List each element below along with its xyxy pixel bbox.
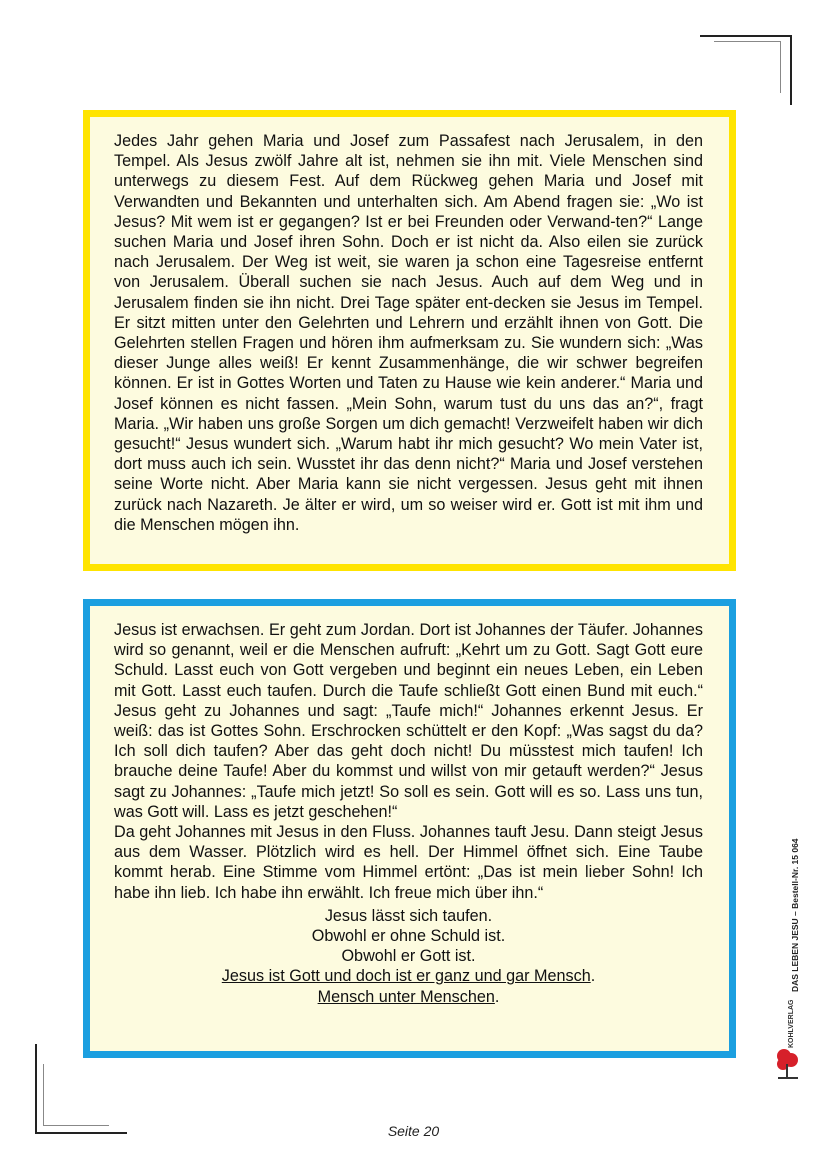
- key-statement-1-text: Jesus ist Gott und doch ist er ganz und gar Mensch: [221, 967, 591, 986]
- side-order-text: DAS LEBEN JESU – Bestell-Nr. 15 064: [790, 838, 800, 992]
- page-number: Seite 20: [387, 1123, 440, 1139]
- story-box-temple: [83, 110, 736, 571]
- publisher-logo-text: KOHLVERLAG: [788, 999, 795, 1048]
- key-statement-2-text: Mensch unter Menschen: [317, 987, 495, 1006]
- period: .: [590, 967, 596, 986]
- period: .: [494, 987, 500, 1006]
- tree-icon: [774, 1046, 804, 1080]
- summary-lines: [114, 906, 703, 1007]
- key-statement-2: [114, 987, 703, 1007]
- paragraph-temple: Jedes Jahr gehen Maria und Josef zum Passafest nach Jerusalem, in den Tempel. Als Jesus zwölf Jahre alt ist, nehmen sie ihn mit. Viele Menschen sind unterwegs zu diesem Fest. Auf dem Rückweg gehen Maria und Josef mit Verwandten und Bekannten und unterhalten sich. Am Abend fragen sie: „Wo ist Jesus? Mit wem ist er gegangen? Ist er bei Freunden oder Verwand-ten?“ Lange suchen Maria und Josef ihren Sohn. Doch er ist nicht da. Also eilen sie zurück nach Jerusalem. Der Weg ist weit, sie waren ja schon eine Tagesreise entfernt von Jerusalem. Überall suchen sie nach Jesus. Auch auf dem Weg und in Jerusalem finden sie ihn nicht. Drei Tage später ent-decken sie Jesus im Tempel. Er sitzt mitten unter den Gelehrten und Lehrern und erzählt ihnen von Gott. Die Gelehrten stellen Fragen und hören ihm aufmerksam zu. Sie wundern sich: „Was dieser Junge alles weiß! Er kennt Zusammenhänge, die wir schwer begreifen können. Er ist in Gottes Worten und Taten zu Hause wie kein anderer.“ Maria und Josef können es nicht fassen. „Mein Sohn, warum tust du uns das an?“, fragt Maria. „Wir haben uns große Sorgen um dich gemacht! Verzweifelt haben wir dich gesucht!“ Jesus wundert sich. „Warum habt ihr mich gesucht? Wo mein Vater ist, dort muss auch ich sein. Wusstet ihr das denn nicht?“ Maria und Josef verstehen seine Worte nicht. Aber Maria kann sie nicht vergessen. Jesus geht mit ihnen zurück nach Nazareth. Je älter er wird, um so weiser wird er. Gott ist mit ihm und die Menschen mögen ihn.: [114, 132, 703, 534]
- summary-line: Obwohl er Gott ist.: [341, 947, 476, 966]
- story-box-baptism: [83, 599, 736, 1058]
- paragraph-baptism-2: Da geht Johannes mit Jesus in den Fluss. Johannes tauft Jesu. Dann steigt Jesus aus dem Wasser. Plötzlich wird es hell. Der Himmel öffnet sich. Eine Taube kommt herab. Eine Stimme vom Himmel ertönt: „Das ist mein lieber Sohn! Ich habe ihn lieb. Ich habe ihn erwählt. Ich freue mich über ihn.“: [114, 823, 703, 902]
- summary-line: Obwohl er ohne Schuld ist.: [311, 927, 506, 946]
- key-statement-1: [114, 966, 703, 986]
- summary-line: Jesus lässt sich taufen.: [324, 906, 493, 925]
- publisher-logo: [774, 990, 804, 1080]
- corner-mark-top-right: [700, 35, 792, 105]
- paragraph-baptism: Jesus ist erwachsen. Er geht zum Jordan. Dort ist Johannes der Täufer. Johannes wird so genannt, weil er die Menschen aufruft: „Kehrt um zu Gott. Sagt Gott eure Schuld. Lasst euch von Gott vergeben und beginnt ein neues Leben, ein Leben mit Gott. Lasst euch taufen. Durch die Taufe schließt Gott einen Bund mit euch.“ Jesus geht zu Johannes und sagt: „Taufe mich!“ Johannes erkennt Jesus. Er weiß: das ist Gottes Sohn. Erschrocken schüttelt er den Kopf: „Was sagst du da? Ich soll dich taufen? Aber das geht doch nicht! Du müsstest mich taufen! Ich brauche deine Taufe! Aber du kommst und willst von mir getauft werden?“ Jesus sagt zu Johannes: „Taufe mich jetzt! So soll es sein. Gott will es so. Lass uns tun, was Gott will. Lass es jetzt geschehen!“: [114, 621, 703, 821]
